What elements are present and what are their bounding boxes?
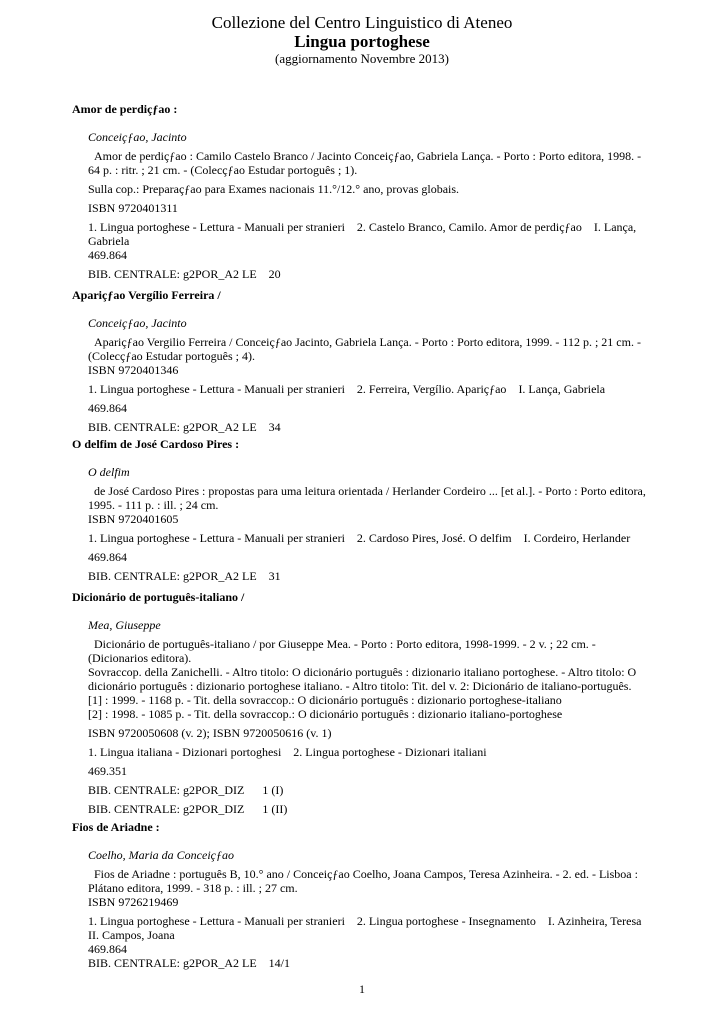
record-author: Conceiçƒao, Jacinto [88, 316, 187, 330]
subject: I. Lança, Gabriela [88, 220, 637, 248]
record-heading: Fios de Ariadne : [72, 820, 160, 834]
document-header [0, 13, 724, 66]
subject: 2. Ferreira, Vergílio. Apariçƒao [356, 382, 507, 396]
update-date: (aggiornamento Novembre 2013) [274, 51, 449, 66]
record-description: Apariçƒao Vergilio Ferreira / Conceiçƒao Jacinto, Gabriela Lança. - Porto : Porto editora, 1999. - 112 p. ; 21 cm. - (Colecçƒao Estudar portoguês ; 4). [88, 335, 644, 363]
record-holding [88, 569, 652, 583]
record-subjects [88, 745, 652, 759]
record-holding [88, 783, 652, 797]
record-classification: 469.864 [88, 401, 127, 415]
subject: 2. Cardoso Pires, José. O delfim [356, 531, 512, 545]
language-title: Lingua portoghese [294, 32, 430, 51]
holding-location: BIB. CENTRALE: g2POR_DIZ [88, 783, 245, 797]
record-description: de José Cardoso Pires : propostas para uma leitura orientada / Herlander Cordeiro ... [et al.]. - Porto : Porto editora, 1995. - 111 p. : ill. ; 24 cm. [88, 484, 649, 512]
holding-location: BIB. CENTRALE: g2POR_A2 LE [88, 569, 257, 583]
subject: II. Campos, Joana [88, 928, 175, 942]
record-heading: Amor de perdiçƒao : [72, 102, 178, 116]
holding-copy: 14/1 [268, 956, 291, 970]
holding-copy: 31 [268, 569, 281, 583]
record-holding [88, 267, 652, 281]
record-note: Sulla cop.: Preparaçƒao para Exames nacionais 11.°/12.° ano, provas globais. [88, 182, 460, 196]
holding-location: BIB. CENTRALE: g2POR_DIZ [88, 802, 245, 816]
record-dicionario [72, 590, 652, 816]
record-holding [88, 956, 652, 970]
subject: I. Cordeiro, Herlander [523, 531, 631, 545]
subject: I. Azinheira, Teresa [547, 914, 642, 928]
record-isbn: ISBN 9720401311 [88, 201, 178, 215]
holding-location: BIB. CENTRALE: g2POR_A2 LE [88, 956, 257, 970]
holding-copy: 20 [268, 267, 281, 281]
holding-location: BIB. CENTRALE: g2POR_A2 LE [88, 267, 257, 281]
record-o-delfim [72, 437, 652, 583]
record-subjects [88, 914, 652, 942]
record-author: Mea, Giuseppe [88, 618, 161, 632]
record-aparicao [72, 288, 652, 434]
record-note: Sovraccop. della Zanichelli. - Altro titolo: O dicionário português : dizionario italiano portoghese. - Altro titolo: O dicionário português : dizionario portoghese italiano. - Altro titolo: Tit. del v. 2: Dicionário de italiano-português. [88, 665, 637, 693]
record-classification: 469.864 [88, 942, 127, 956]
record-isbn: ISBN 9720401605 [88, 512, 179, 526]
record-isbn: ISBN 9720401346 [88, 363, 179, 377]
record-subjects [88, 382, 652, 396]
record-heading: Dicionário de português-italiano / [72, 590, 245, 604]
record-heading: O delfim de José Cardoso Pires : [72, 437, 240, 451]
record-classification: 469.864 [88, 550, 127, 564]
record-note: [1] : 1999. - 1168 p. - Tit. della sovraccop.: O dicionário português : dizionario portoghese-italiano [88, 693, 562, 707]
record-description: Amor de perdiçƒao : Camilo Castelo Branco / Jacinto Conceiçƒao, Gabriela Lança. - Porto : Porto editora, 1998. - 64 p. : ritr. ; 21 cm. - (Colecçƒao Estudar portoguês ; 1). [88, 149, 645, 177]
holding-copy: 34 [268, 420, 281, 434]
subject: 2. Castelo Branco, Camilo. Amor de perdiçƒao [356, 220, 582, 234]
record-holding [88, 802, 652, 816]
subject: 1. Lingua portoghese - Lettura - Manuali per stranieri [88, 914, 345, 928]
page-number: 1 [359, 982, 365, 996]
record-note: [2] : 1998. - 1085 p. - Tit. della sovraccop.: O dicionário português : dizionario italiano-portoghese [88, 707, 563, 721]
record-subjects [88, 531, 652, 545]
subject: 1. Lingua portoghese - Lettura - Manuali per stranieri [88, 382, 345, 396]
holding-copy: 1 (I) [262, 783, 284, 797]
record-classification: 469.351 [88, 764, 127, 778]
collection-title: Collezione del Centro Linguistico di Ateneo [211, 13, 513, 32]
holding-copy: 1 (II) [262, 802, 288, 816]
subject: 1. Lingua italiana - Dizionari portoghesi [88, 745, 282, 759]
subject: 1. Lingua portoghese - Lettura - Manuali per stranieri [88, 531, 345, 545]
holding-location: BIB. CENTRALE: g2POR_A2 LE [88, 420, 257, 434]
record-amor-de-perdicao [72, 102, 652, 281]
record-isbn: ISBN 9720050608 (v. 2); ISBN 9720050616 (v. 1) [88, 726, 332, 740]
record-author: Conceiçƒao, Jacinto [88, 130, 187, 144]
record-holding [88, 420, 652, 434]
subject: 2. Lingua portoghese - Insegnamento [356, 914, 536, 928]
record-description: Fios de Ariadne : português B, 10.° ano / Conceiçƒao Coelho, Joana Campos, Teresa Azinheira. - 2. ed. - Lisboa : Plátano editora, 1999. - 318 p. : ill. ; 27 cm. [88, 867, 641, 895]
subject: 1. Lingua portoghese - Lettura - Manuali per stranieri [88, 220, 345, 234]
subject: 2. Lingua portoghese - Dizionari italiani [293, 745, 487, 759]
record-classification: 469.864 [88, 248, 127, 262]
record-heading: Apariçƒao Vergílio Ferreira / [72, 288, 221, 302]
record-author: O delfim [88, 465, 130, 479]
record-subjects [88, 220, 652, 248]
record-isbn: ISBN 9726219469 [88, 895, 179, 909]
record-description: Dicionário de português-italiano / por Giuseppe Mea. - Porto : Porto editora, 1998-1999. - 2 v. ; 22 cm. - (Dicionarios editora). [88, 637, 599, 665]
record-fios-de-ariadne [72, 820, 652, 970]
record-author: Coelho, Maria da Conceiçƒao [88, 848, 234, 862]
subject: I. Lança, Gabriela [518, 382, 606, 396]
